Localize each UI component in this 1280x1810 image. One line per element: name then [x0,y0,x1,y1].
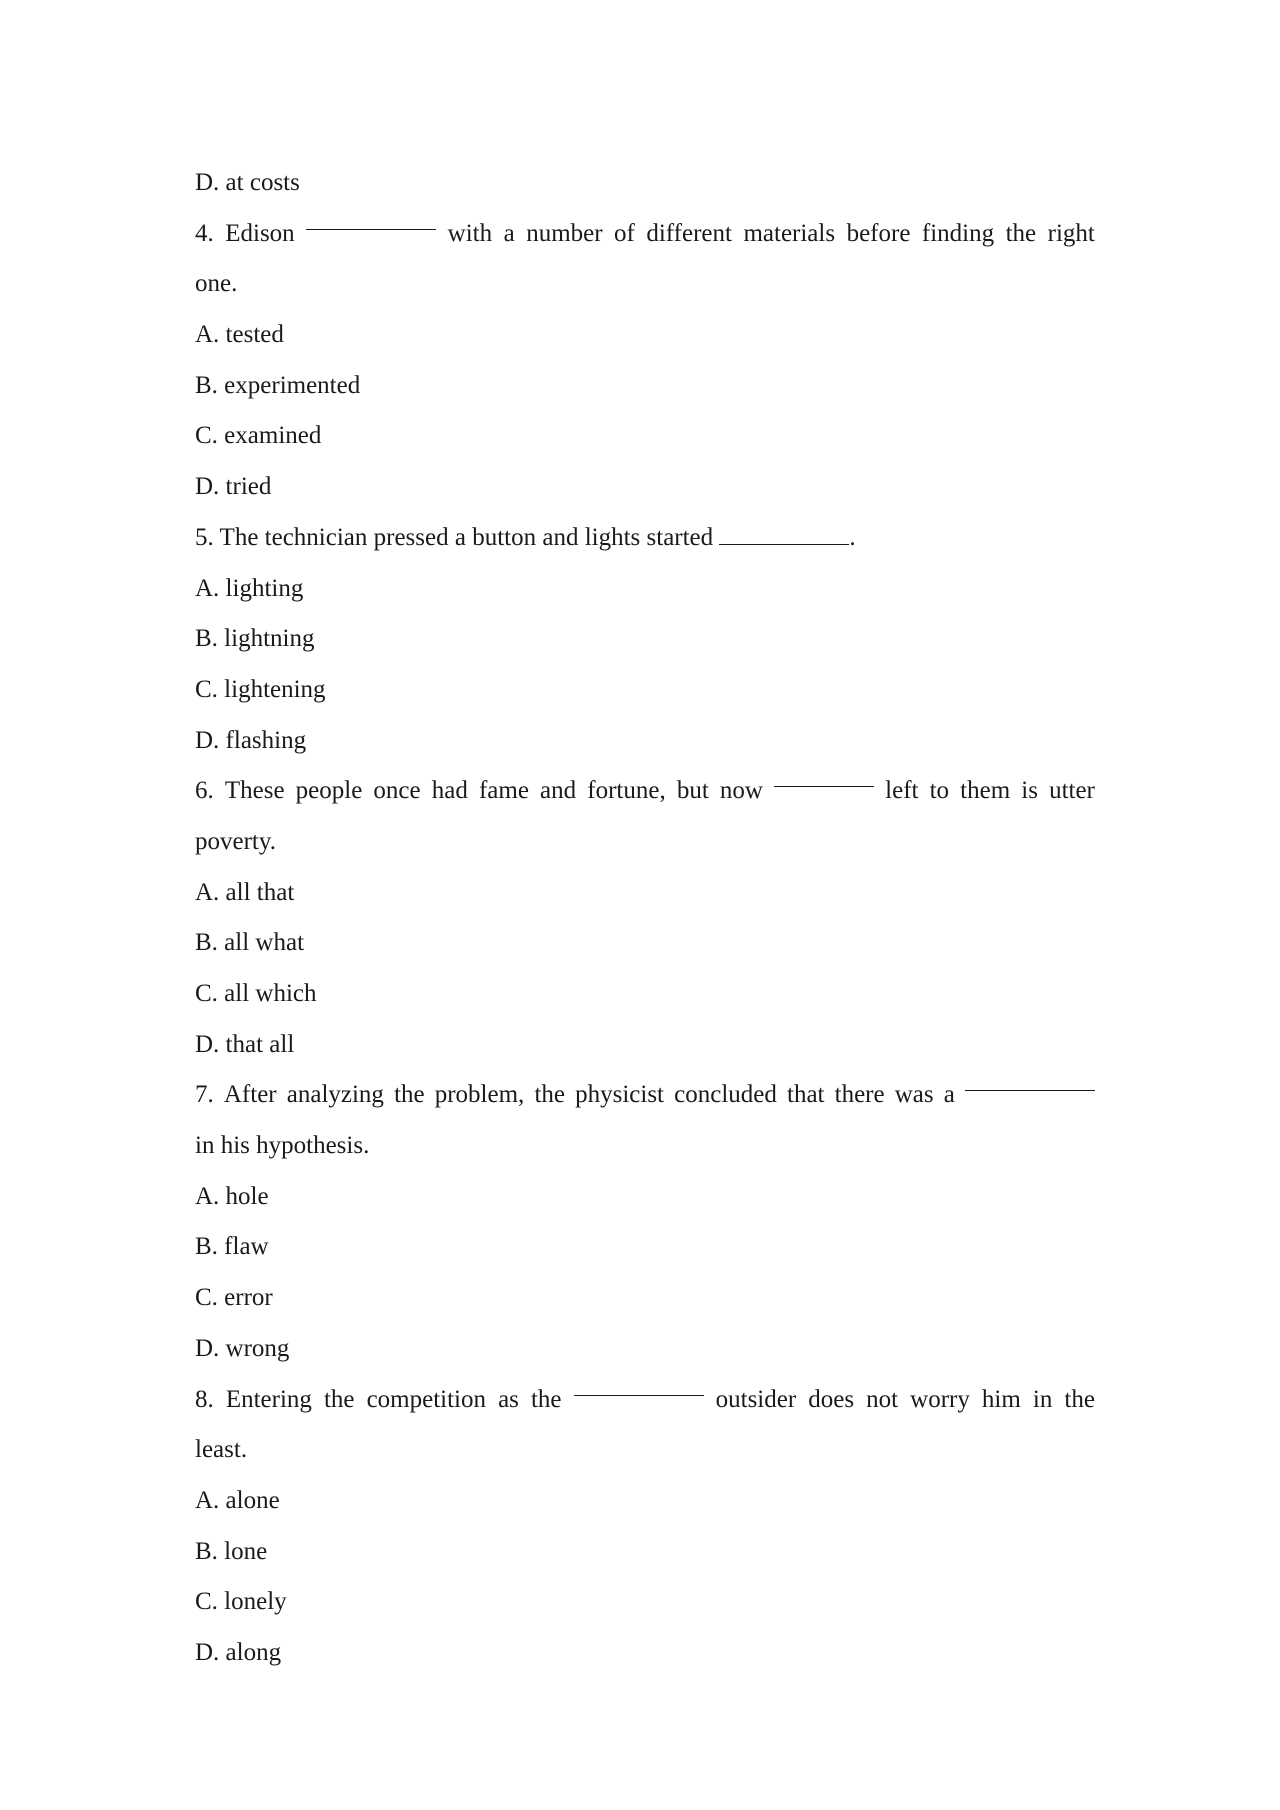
q4-option-c: C. examined [195,422,322,450]
q6-word: utter [1049,777,1095,805]
q6-option-a: A. all that [195,878,295,906]
q8-stem-continued: least. [195,1436,248,1464]
q4-option-d: D. tried [195,473,272,501]
q8-word: the [530,1385,562,1413]
q3-option-d: D. at costs [195,169,300,196]
q5-option-b: B. lightning [195,625,315,653]
q8-option-a: A. alone [195,1486,280,1514]
q6-word: people [295,777,363,805]
q4-word: different [646,219,732,247]
q5-text: 5. The technician pressed a button and lights started [195,523,714,551]
q6-blank [774,766,874,787]
q5-blank [719,524,849,545]
q7-stem [195,1070,1095,1121]
q4-option-a: A. tested [195,321,284,349]
q5-option-a: A. lighting [195,574,304,602]
q7-word: the [534,1081,565,1109]
q6-option-b: B. all what [195,929,305,957]
q4-stem-continued: one. [195,270,238,298]
q6-word: to [929,777,950,805]
q8-word: worry [910,1385,970,1413]
q7-stem-continued: in his hypothesis. [195,1132,370,1160]
q7-word: a [943,1081,955,1109]
q7-word: the [394,1081,425,1109]
q8-word: the [1064,1385,1095,1413]
question-list [195,158,1095,1679]
q7-word: analyzing [286,1081,384,1109]
q6-word: left [885,777,919,805]
q7-word: 7. [195,1081,214,1109]
q4-word: finding [921,219,995,247]
q6-option-d: D. that all [195,1030,295,1058]
q8-option-d: D. along [195,1638,282,1666]
q8-option-c: C. lonely [195,1588,287,1616]
q5-option-d: D. flashing [195,726,307,754]
q5-end: . [849,523,856,551]
q4-word: before [846,219,911,247]
q6-stem [195,766,1095,817]
q8-word: not [866,1385,899,1413]
q5-option-c: C. lightening [195,675,326,703]
q7-word: was [894,1081,934,1109]
q6-word: them [960,777,1011,805]
q8-word: him [981,1385,1021,1413]
q7-word: that [787,1081,825,1109]
q5-stem [195,513,1095,564]
q6-word: had [431,777,468,805]
q6-option-c: C. all which [195,980,317,1007]
q4-word: number [526,219,603,247]
q6-stem-continued: poverty. [195,827,276,855]
q6-word: fame [478,777,529,805]
q8-word: in [1032,1385,1053,1413]
q7-blank [965,1070,1095,1091]
q6-word: once [373,777,421,805]
q6-word: but [676,777,709,805]
q8-word: 8. [195,1385,214,1413]
q6-word: These [224,777,285,805]
q6-word: is [1021,777,1038,805]
q8-option-b: B. lone [195,1537,268,1565]
q4-word: 4. [195,219,214,247]
q8-blank [574,1375,704,1396]
q4-blank [306,209,436,230]
q8-word: does [808,1385,855,1413]
q8-word: the [323,1385,355,1413]
q7-word: physicist [575,1081,665,1109]
q4-stem [195,209,1095,260]
q7-option-c: C. error [195,1284,273,1312]
q4-option-b: B. experimented [195,371,361,399]
q4-word: Edison [225,219,295,247]
q7-option-d: D. wrong [195,1334,290,1362]
q6-word: now [719,777,763,805]
q7-word: there [834,1081,885,1109]
q8-word: outsider [715,1385,797,1413]
q6-word: 6. [195,777,214,805]
q7-word: After [223,1081,277,1109]
q4-word: a [503,219,515,247]
q7-word: concluded [674,1081,777,1109]
q6-word: fortune, [587,777,666,805]
q8-word: Entering [225,1385,312,1413]
q6-word: and [540,777,577,805]
q4-word: with [447,219,493,247]
q4-word: right [1047,219,1095,247]
q4-word: of [614,219,635,247]
q4-word: materials [743,219,836,247]
q8-word: as [498,1385,519,1413]
q7-word: problem, [434,1081,525,1109]
q8-word: competition [366,1385,486,1413]
q4-word: the [1005,219,1037,247]
q7-option-a: A. hole [195,1182,269,1210]
q7-option-b: B. flaw [195,1233,269,1261]
q8-stem [195,1375,1095,1426]
